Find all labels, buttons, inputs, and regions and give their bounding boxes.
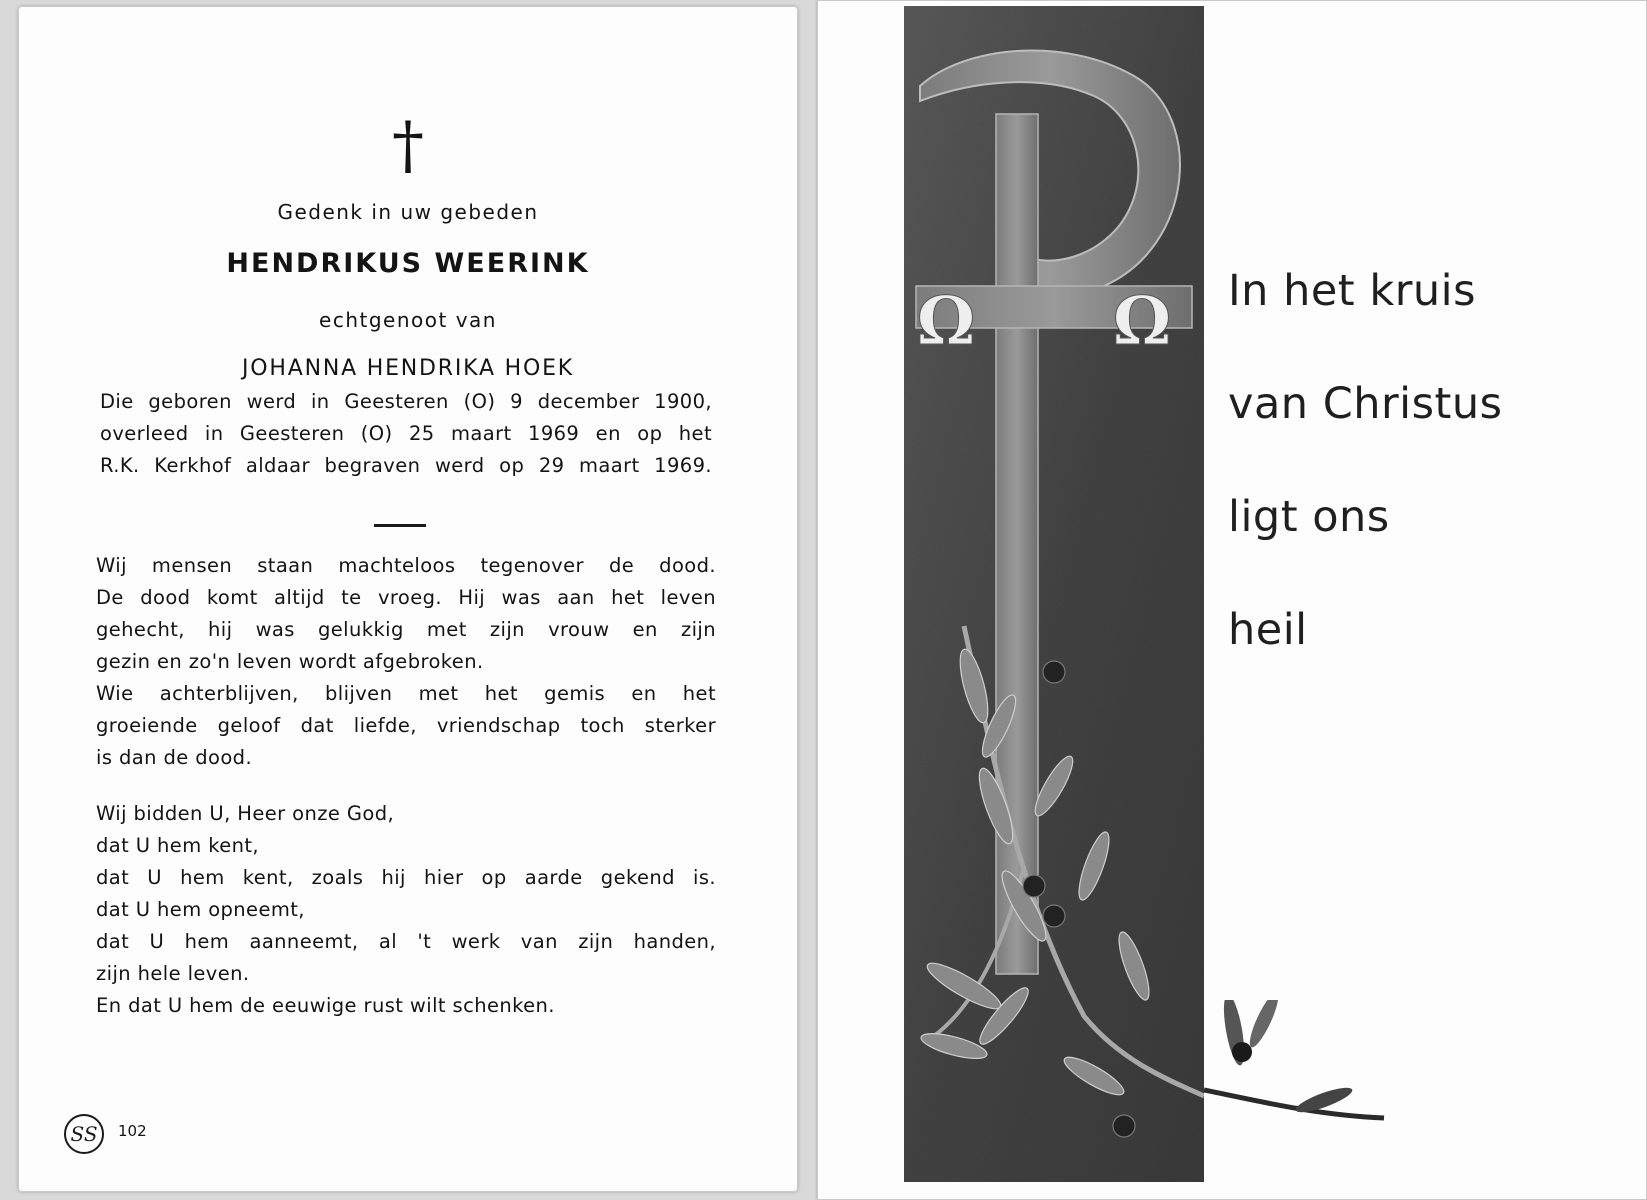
prayer-line: zijn hele leven. <box>96 962 250 985</box>
verse-line: ligt ons <box>1228 492 1390 542</box>
prayer-line: dat U hem aanneemt, al 't werk van zijn handen, <box>96 930 716 953</box>
spouse-name: JOHANNA HENDRIKA HOEK <box>241 356 575 381</box>
olive-branch-extension-icon <box>1204 1000 1404 1150</box>
reflection-line: Wie achterblijven, blijven met het gemis en het <box>96 682 716 705</box>
prayer-line: dat U hem opneemt, <box>96 898 305 921</box>
prayer-line: dat U hem kent, <box>96 834 259 857</box>
deceased-name: HENDRIKUS WEERINK <box>226 248 590 279</box>
publisher-logo-icon <box>62 1112 106 1156</box>
verse-line: van Christus <box>1228 379 1503 429</box>
prayer-line: Wij bidden U, Heer onze God, <box>96 802 395 825</box>
reflection-line: is dan de dood. <box>96 746 253 769</box>
reflection-line: gehecht, hij was gelukkig met zijn vrouw en zijn <box>96 618 716 641</box>
divider <box>374 524 426 527</box>
cross-icon: † <box>392 109 424 183</box>
omega-symbol-icon: Ω <box>916 282 976 360</box>
life-line: R.K. Kerkhof aldaar begraven werd op 29 maart 1969. <box>100 454 712 477</box>
verse-line: In het kruis <box>1228 266 1477 316</box>
left-page <box>18 6 798 1192</box>
prayer-line: dat U hem kent, zoals hij hier op aarde gekend is. <box>96 866 716 889</box>
life-line: Die geboren werd in Geesteren (O) 9 december 1900, <box>100 390 712 413</box>
spouse-label: echtgenoot van <box>319 308 497 332</box>
svg-text:SS: SS <box>70 1122 98 1146</box>
omega-symbol-icon: Ω <box>1112 282 1172 360</box>
reflection-line: gezin en zo'n leven wordt afgebroken. <box>96 650 484 673</box>
remembrance-line: Gedenk in uw gebeden <box>277 200 539 224</box>
right-page <box>817 0 1647 1200</box>
prayer-line: En dat U hem de eeuwige rust wilt schenken. <box>96 994 555 1017</box>
reflection-line: Wij mensen staan machteloos tegenover de dood. <box>96 554 716 577</box>
reflection-line: groeiende geloof dat liefde, vriendschap toch sterker <box>96 714 716 737</box>
verse-line: heil <box>1228 605 1308 655</box>
publisher-number: 102 <box>118 1122 147 1140</box>
life-line: overleed in Geesteren (O) 25 maart 1969 en op het <box>100 422 712 445</box>
reflection-line: De dood komt altijd te vroeg. Hij was aan het leven <box>96 586 716 609</box>
cross-image-panel <box>904 6 1204 1182</box>
